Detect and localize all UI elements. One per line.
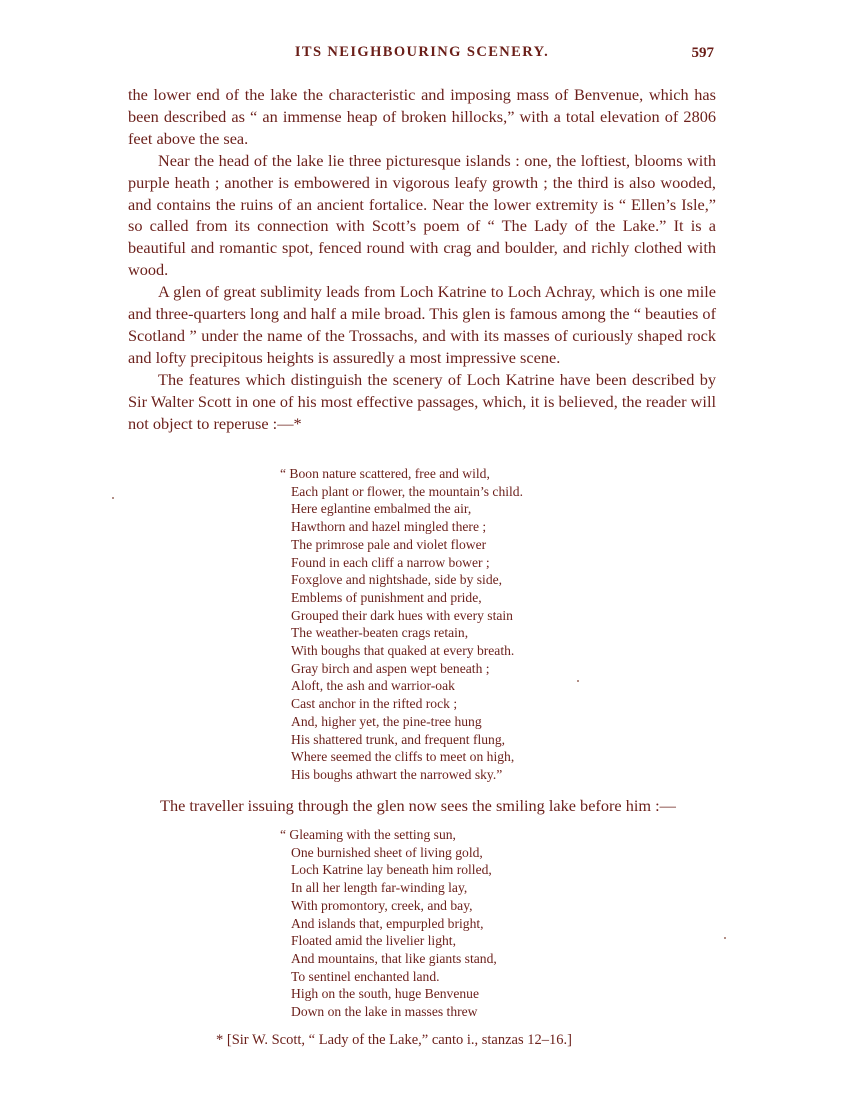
verse-line: And islands that, empurpled bright, (291, 915, 484, 931)
print-speck (724, 937, 726, 939)
verse-line: Here eglantine embalmed the air, (291, 501, 472, 517)
print-speck (112, 497, 114, 499)
verse-line: “ Gleaming with the setting sun, (280, 827, 456, 842)
verse-line: Found in each cliff a narrow bower ; (291, 554, 490, 570)
verse-line: In all her length far-winding lay, (291, 880, 468, 896)
paragraph: A glen of great sublimity leads from Loch Katrine to Loch Achray, which is one mile and three-quarters long and half a mile broad. This glen is famous among the “ beauties of Scotland ” under the name of the Trossachs, and with its masses of curiously shaped rock and lofty precipitous heights is assuredly a most impressive scene. (128, 282, 716, 367)
verse-line: With promontory, creek, and bay, (291, 897, 473, 913)
verse-line: Down on the lake in masses threw (291, 1004, 478, 1020)
verse-line: The primrose pale and violet flower (291, 536, 487, 552)
verse-line: And, higher yet, the pine-tree hung (291, 713, 482, 729)
verse-line: One burnished sheet of living gold, (291, 844, 483, 860)
verse-line: Hawthorn and hazel mingled there ; (291, 519, 487, 535)
verse-line: To sentinel enchanted land. (291, 968, 440, 984)
page-header (128, 44, 716, 68)
body-text (128, 84, 716, 435)
paragraph: Near the head of the lake lie three picturesque islands : one, the loftiest, blooms with purple heath ; another is embowered in vigorous leafy growth ; the third is also wooded, and contains the ruins of an ancient fortalice. Near the lower extremity is “ Ellen’s Isle,” so called from its connection with Scott’s poem of “ The Lady of the Lake.” It is a beautiful and romantic spot, fenced round with crag and boulder, and richly clothed with wood. (128, 150, 716, 280)
paragraph: the lower end of the lake the characteristic and imposing mass of Benvenue, which has been described as “ an immense heap of broken hillocks,” with a total elevation of 2806 feet above the sea. (128, 85, 716, 148)
transition-line: The traveller issuing through the glen now sees the smiling lake before him :— (160, 796, 676, 815)
print-speck (577, 680, 579, 682)
verse-line: Floated amid the livelier light, (291, 933, 456, 949)
verse-line: And mountains, that like giants stand, (291, 950, 497, 966)
verse-line: With boughs that quaked at every breath. (291, 643, 515, 659)
verse-line: Loch Katrine lay beneath him rolled, (291, 862, 492, 878)
verse-line: The weather-beaten crags retain, (291, 625, 469, 641)
verse-line: Aloft, the ash and warrior-oak (291, 678, 455, 694)
paragraph: The features which distinguish the scenery of Loch Katrine have been described by Sir Walter Scott in one of his most effective passages, which, it is believed, the reader will not object to reperuse :—* (128, 369, 716, 433)
verse-line: “ Boon nature scattered, free and wild, (280, 466, 490, 481)
verse-line: Emblems of punishment and pride, (291, 589, 482, 605)
verse-line: His boughs athwart the narrowed sky.” (291, 766, 503, 782)
verse-line: Each plant or flower, the mountain’s child. (291, 483, 523, 499)
verse-line: Gray birch and aspen wept beneath ; (291, 660, 490, 676)
verse-line: Where seemed the cliffs to meet on high, (291, 749, 515, 765)
verse-line: Cast anchor in the rifted rock ; (291, 696, 458, 712)
running-title: ITS NEIGHBOURING SCENERY. (294, 44, 550, 60)
verse-line: High on the south, huge Benvenue (291, 986, 480, 1002)
verse-quotation-1 (280, 465, 523, 784)
verse-line: Grouped their dark hues with every stain (291, 607, 513, 623)
verse-quotation-2 (280, 826, 497, 1021)
verse-line: His shattered trunk, and frequent flung, (291, 731, 506, 747)
page-number: 597 (691, 45, 714, 61)
verse-line: Foxglove and nightshade, side by side, (291, 572, 503, 588)
footnote: * [Sir W. Scott, “ Lady of the Lake,” canto i., stanzas 12–16.] (216, 1032, 572, 1048)
